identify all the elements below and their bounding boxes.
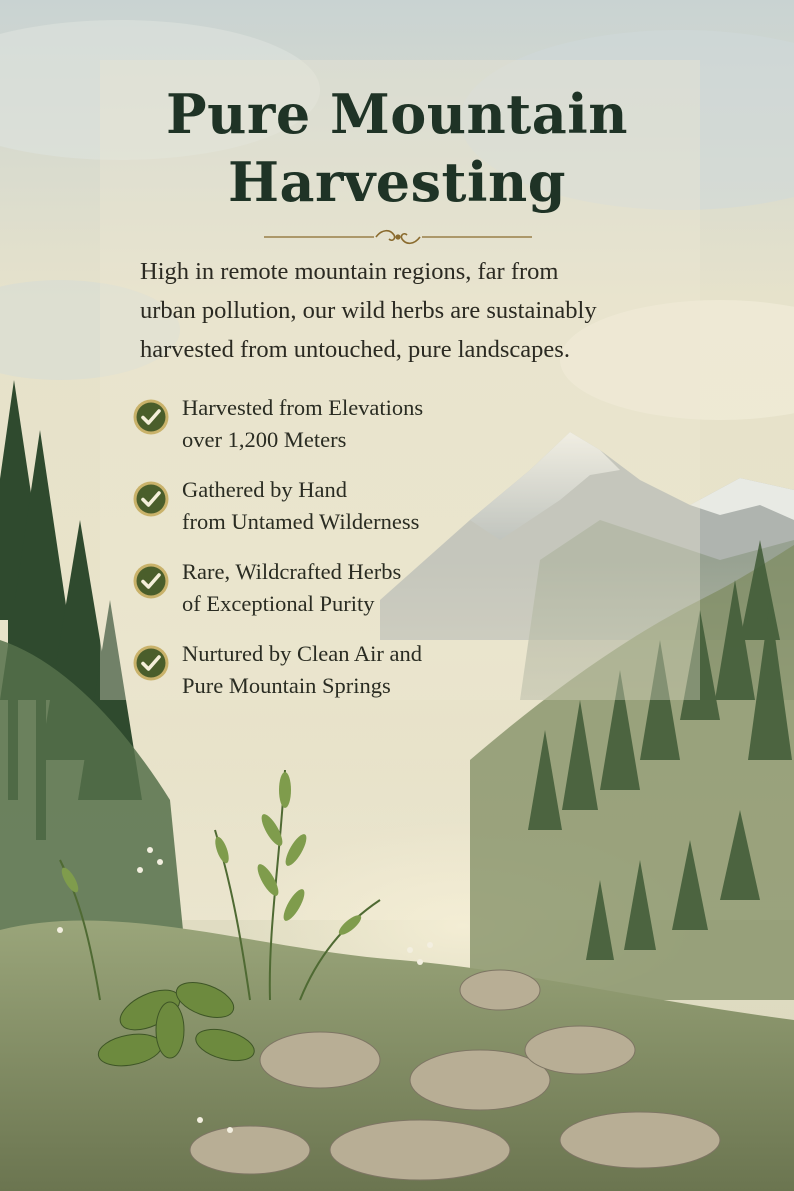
title-line-2: Harvesting — [227, 150, 567, 214]
feature-line: of Exceptional Purity — [182, 591, 375, 616]
feature-text — [182, 474, 562, 538]
feature-item — [132, 392, 552, 474]
feature-item — [132, 556, 552, 638]
feature-line: Pure Mountain Springs — [182, 673, 391, 698]
feature-line: Harvested from Elevations — [182, 395, 424, 420]
check-circle-icon — [132, 480, 170, 518]
feature-line: from Untamed Wilderness — [182, 509, 420, 534]
ornament-divider-icon — [264, 226, 532, 248]
intro-paragraph — [140, 252, 700, 369]
feature-line: Nurtured by Clean Air and — [182, 641, 422, 666]
check-circle-icon — [132, 644, 170, 682]
feature-text — [182, 556, 562, 620]
feature-item — [132, 638, 552, 720]
intro-line: urban pollution, our wild herbs are sustainably — [140, 297, 597, 324]
intro-line: High in remote mountain regions, far from — [140, 258, 559, 285]
feature-item — [132, 474, 552, 556]
feature-text — [182, 638, 562, 702]
feature-line: over 1,200 Meters — [182, 427, 347, 452]
page-title — [0, 80, 794, 216]
title-line-1: Pure Mountain — [166, 82, 628, 146]
intro-line: harvested from untouched, pure landscapes. — [140, 336, 570, 363]
feature-line: Rare, Wildcrafted Herbs — [182, 559, 402, 584]
feature-text — [182, 392, 562, 456]
feature-line: Gathered by Hand — [182, 477, 347, 502]
check-circle-icon — [132, 562, 170, 600]
feature-list — [132, 392, 552, 720]
check-circle-icon — [132, 398, 170, 436]
